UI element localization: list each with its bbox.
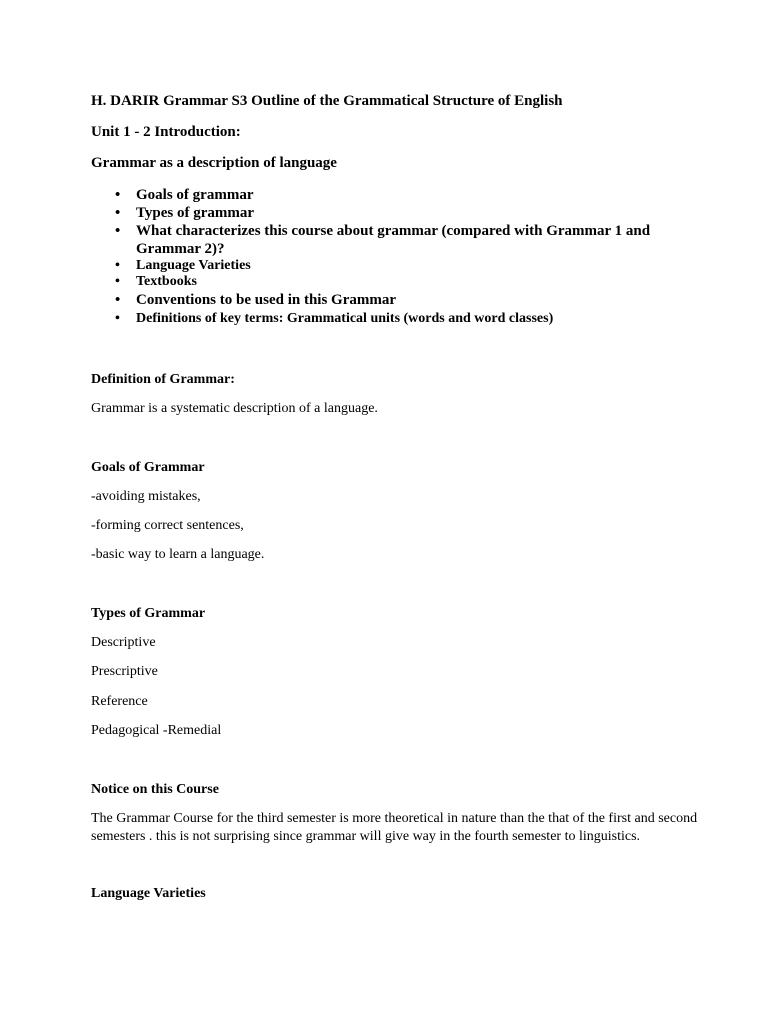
outline-item — [113, 311, 650, 327]
types-item: Pedagogical -Remedial — [91, 723, 222, 738]
notice-text: The Grammar Course for the third semester is more theoretical in nature than the that of the first and second semesters . this is not surprising since grammar will give way in the fourth semester to linguistics. — [91, 811, 698, 844]
document-header: H. DARIR Grammar S3 Outline of the Grammatical Structure of English — [91, 93, 563, 109]
bullet-icon: • — [115, 205, 121, 221]
outline-item — [113, 222, 650, 258]
types-item: Reference — [91, 694, 148, 709]
outline-item-label-continued: Grammar 2)? — [136, 241, 225, 257]
bullet-icon: • — [115, 223, 121, 239]
outline-item-label: Goals of grammar — [136, 187, 254, 203]
outline-list — [113, 186, 650, 327]
types-item: Prescriptive — [91, 664, 158, 679]
outline-item — [113, 291, 650, 309]
bullet-icon: • — [115, 187, 121, 203]
outline-item-label: Types of grammar — [136, 205, 255, 221]
definition-heading: Definition of Grammar: — [91, 372, 235, 387]
bullet-icon: • — [115, 274, 120, 289]
outline-item-label: What characterizes this course about grammar (compared with Grammar 1 and — [136, 223, 651, 239]
goals-item: -forming correct sentences, — [91, 518, 244, 533]
bullet-icon: • — [115, 258, 120, 273]
unit-heading: Unit 1 - 2 Introduction: — [91, 124, 241, 140]
bullet-icon: • — [115, 311, 120, 326]
outline-item — [113, 258, 650, 274]
notice-heading: Notice on this Course — [91, 782, 219, 797]
outline-item — [113, 186, 650, 204]
varieties-heading: Language Varieties — [91, 886, 206, 901]
outline-item — [113, 274, 650, 290]
outline-item-label: Textbooks — [136, 274, 197, 289]
goals-heading: Goals of Grammar — [91, 460, 205, 475]
outline-item — [113, 204, 650, 222]
section-subtitle: Grammar as a description of language — [91, 155, 337, 171]
goals-item: -basic way to learn a language. — [91, 547, 265, 562]
outline-item-label: Definitions of key terms: Grammatical units (words and word classes) — [136, 311, 554, 326]
bullet-icon: • — [115, 292, 121, 308]
outline-item-label: Conventions to be used in this Grammar — [136, 292, 397, 308]
definition-text: Grammar is a systematic description of a language. — [91, 401, 378, 416]
goals-item: -avoiding mistakes, — [91, 489, 201, 504]
types-heading: Types of Grammar — [91, 606, 206, 621]
types-item: Descriptive — [91, 635, 156, 650]
outline-item-label: Language Varieties — [136, 258, 251, 273]
